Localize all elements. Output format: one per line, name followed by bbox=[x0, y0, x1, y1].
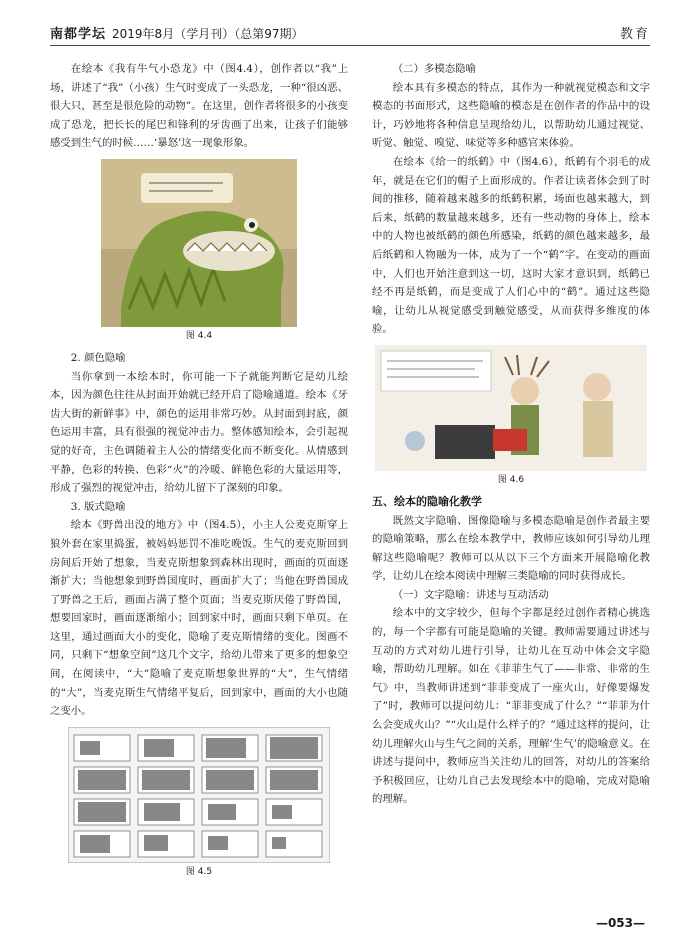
paragraph: 当你拿到一本绘本时，你可能一下子就能判断它是幼儿绘本，因为颜色往往从封面开始就已经开启了隐喻通道。绘本《牙齿大街的新鲜事》中，颜色的运用非常巧妙。从封面到封底，颜色运用丰富，具有很强的视觉冲击力。整体感知绘本，会引起视觉的好奇，主色调随着主人公的情绪变化而不断变化。从情感到平静，色彩的转换、色彩“火”的冷暖、鲜艳色彩的大量运用等，形成了强烈的视觉冲击，给幼儿留下了深刻的印象。 bbox=[50, 370, 348, 495]
figure-4-6-illustration bbox=[375, 345, 647, 471]
figure-caption: 图 4.4 bbox=[185, 330, 213, 341]
running-header bbox=[50, 20, 650, 46]
issue-info: 2019年8月（学月刊）（总第97期） bbox=[112, 27, 304, 41]
subheading: （二）多模态隐喻 bbox=[392, 63, 476, 75]
section-label: 教育 bbox=[619, 27, 650, 42]
paragraph: 在绘本《我有牛气小恐龙》中（图4.4），创作者以“我”上场，讲述了“我”（小孩）生气时变成了一头恐龙，一种“很凶恶、很大只，甚至是很危险的动物”。在这里，创作者将很多的小孩变成了恐龙，把长长的尾巴和锋利的牙齿画了出来，让孩子们能够感受到生气的时候……‘暴怒’这一现象形象。 bbox=[50, 63, 348, 150]
subheading: （一）文字隐喻：讲述与互动活动 bbox=[392, 588, 549, 601]
header-left bbox=[50, 23, 303, 42]
left-column bbox=[50, 60, 348, 885]
figure-4-4-illustration bbox=[101, 159, 297, 327]
journal-name: 南都学坛 bbox=[50, 27, 107, 42]
subheading: 2. 颜色隐喻 bbox=[70, 351, 126, 364]
paragraph: 在绘本《给一的纸鹤》中（图4.6），纸鹤有个羽毛的成年，就是在它们的帽子上面形成的。作者让读者体会到了时间的推移，随着越来越多的纸鹤积累，场面也越来越大，到后来，纸鹤的数量越来越多，还有一些动物的身体上，绘本中的人物也被纸鹤的颜色所感染，纸鹤的颜色越来越多，最后纸鹤和人物融为一体，成为了一个“鹤”字。在变动的画面中，人们也开始注意到这一切，这时大家才意识到，纸鹤已经不再是纸鹤，而是变成了人们心中的“鹤”。通过这些隐喻，让幼儿从视觉感受到触觉感受，从而获得多维度的体验。 bbox=[372, 155, 650, 336]
figure-caption: 图 4.5 bbox=[185, 866, 213, 877]
section-heading: 五、绘本的隐喻化教学 bbox=[372, 494, 482, 508]
right-column bbox=[372, 60, 650, 809]
figure-caption: 图 4.6 bbox=[497, 474, 525, 485]
page-number: —053— bbox=[595, 916, 645, 930]
paragraph: 既然文字隐喻、图像隐喻与多模态隐喻是创作者最主要的隐喻策略，那么在绘本教学中，教师应该如何引导幼儿理解这些隐喻呢？教师可以从以下三个方面来开展隐喻化教学，让幼儿在绘本阅读中理解三类隐喻的同时获得成长。 bbox=[372, 514, 650, 583]
paragraph: 绘本中的文字较少，但每个字都是经过创作者精心挑选的，每一个字都有可能是隐喻的关键。教师需要通过讲述与互动的方式对幼儿进行引导，让幼儿在互动中体会文字隐喻，帮助幼儿理解。如在《菲菲生气了——非常、非常的生气》中，当教师讲述到“菲菲变成了一座火山，好像要爆发了”时，教师可以提问幼儿：“菲菲变成了什么？”“菲菲为什么会变成火山？”“火山是什么样子的？”通过这样的提问，让幼儿理解火山与生气之间的关系，理解‘生气’的隐喻意义。在讲述与提问中，教师应当关注幼儿的回答，对幼儿的答案给予积极回应，让幼儿自己去发现绘本中的隐喻，完成对隐喻的理解。 bbox=[372, 607, 650, 806]
subheading: 3. 版式隐喻 bbox=[70, 500, 126, 513]
paragraph: 绘本具有多模态的特点，其作为一种就视觉模态和文字模态的书面形式，这些隐喻的模态是在创作者的作品中的设计，巧妙地将各种信息呈现给幼儿，以帮助幼儿通过视觉、听觉、触觉、嗅觉、味觉等多种感官来体验。 bbox=[372, 81, 650, 150]
figure-4-5-storyboard bbox=[68, 727, 330, 863]
paragraph: 绘本《野兽出没的地方》中（图4.5），小主人公麦克斯穿上狼外套在家里捣蛋，被妈妈惩罚不准吃晚饭。生气的麦克斯回到房间后开始了想象，当麦克斯想象到森林出现时，画面的页面逐渐扩大；当他想象到野兽国度时，画面扩大了；当他在野兽国成了野兽之王后，画面占满了整个页面；当麦克斯厌倦了野兽国，想要回家时，画面逐渐缩小；回到家中时，画面只剩下单页。在这里，通过画面大小的变化，隐喻了麦克斯情绪的变化。图画不同，只剩下“想象空间”这几个文字，给幼儿带来了更多的想象空间，在阅读中，“大”隐喻了麦克斯想象世界的“大”，生气情绪的“大”，当麦克斯生气情绪平复后，回到家中，画面的大小也随之变小。 bbox=[50, 519, 348, 718]
